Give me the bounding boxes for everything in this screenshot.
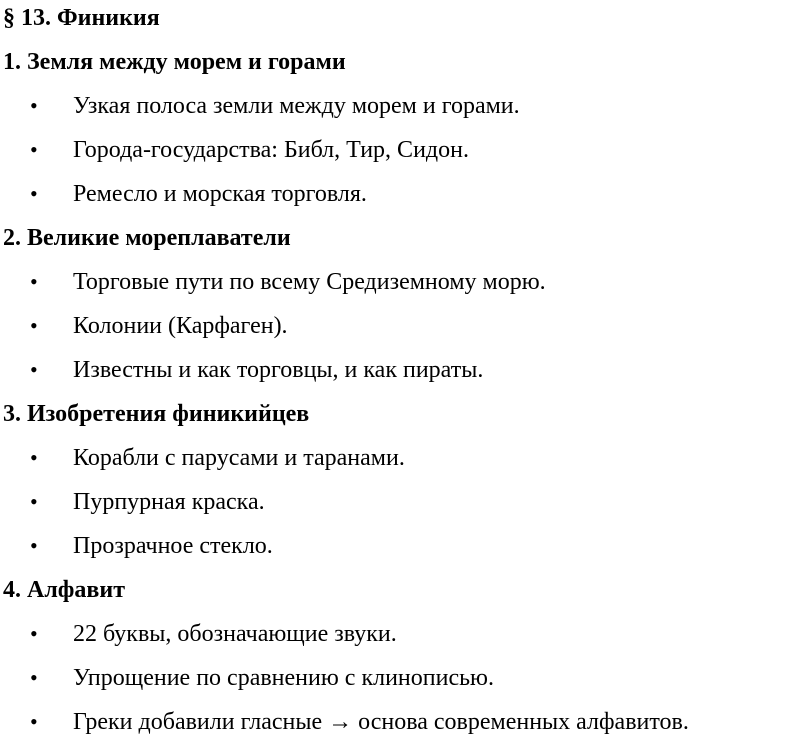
list-item [3,128,792,172]
list-item-text: Упрощение по сравнению с клинописью. [73,665,494,691]
bullet-list [3,84,792,216]
list-item-text: Пурпурная краска. [73,489,265,515]
section [3,216,792,392]
section-heading: 1. Земля между морем и горами [3,49,346,75]
bullet-list [3,436,792,568]
bullet-icon: • [30,137,38,162]
bullet-icon: • [30,621,38,646]
bullet-icon: • [30,93,38,118]
list-item [3,612,792,656]
bullet-icon: • [30,665,38,690]
list-item [3,260,792,304]
list-item-text: Торговые пути по всему Средиземному морю. [73,269,546,295]
list-item-text: Корабли с парусами и таранами. [73,445,405,471]
list-item-text: Ремесло и морская торговля. [73,181,367,207]
bullet-icon: • [30,313,38,338]
bullet-icon: • [30,181,38,206]
list-item [3,524,792,568]
list-item [3,348,792,392]
list-item [3,84,792,128]
list-item [3,480,792,524]
section-heading: 3. Изобретения финикийцев [3,401,310,427]
list-item-text: Города-государства: Библ, Тир, Сидон. [73,137,469,163]
bullet-icon: • [30,357,38,382]
bullet-icon: • [30,269,38,294]
bullet-list [3,612,792,744]
list-item-text: 22 буквы, обозначающие звуки. [73,621,397,647]
section [3,568,792,744]
section-heading: 2. Великие мореплаватели [3,225,291,251]
list-item-text: Греки добавили гласные → основа современных алфавитов. [73,709,689,735]
list-item-text: Известны и как торговцы, и как пираты. [73,357,484,383]
list-item-text: Прозрачное стекло. [73,533,273,559]
list-item [3,436,792,480]
list-item-text: Узкая полоса земли между морем и горами. [73,93,520,119]
list-item [3,304,792,348]
section-heading: 4. Алфавит [3,577,125,603]
list-item [3,656,792,700]
bullet-icon: • [30,489,38,514]
bullet-icon: • [30,709,38,734]
section [3,40,792,216]
list-item [3,700,792,744]
list-item [3,172,792,216]
bullet-icon: • [30,533,38,558]
page-title: § 13. Финикия [3,5,160,31]
bullet-icon: • [30,445,38,470]
list-item-text: Колонии (Карфаген). [73,313,288,339]
section [3,392,792,568]
bullet-list [3,260,792,392]
